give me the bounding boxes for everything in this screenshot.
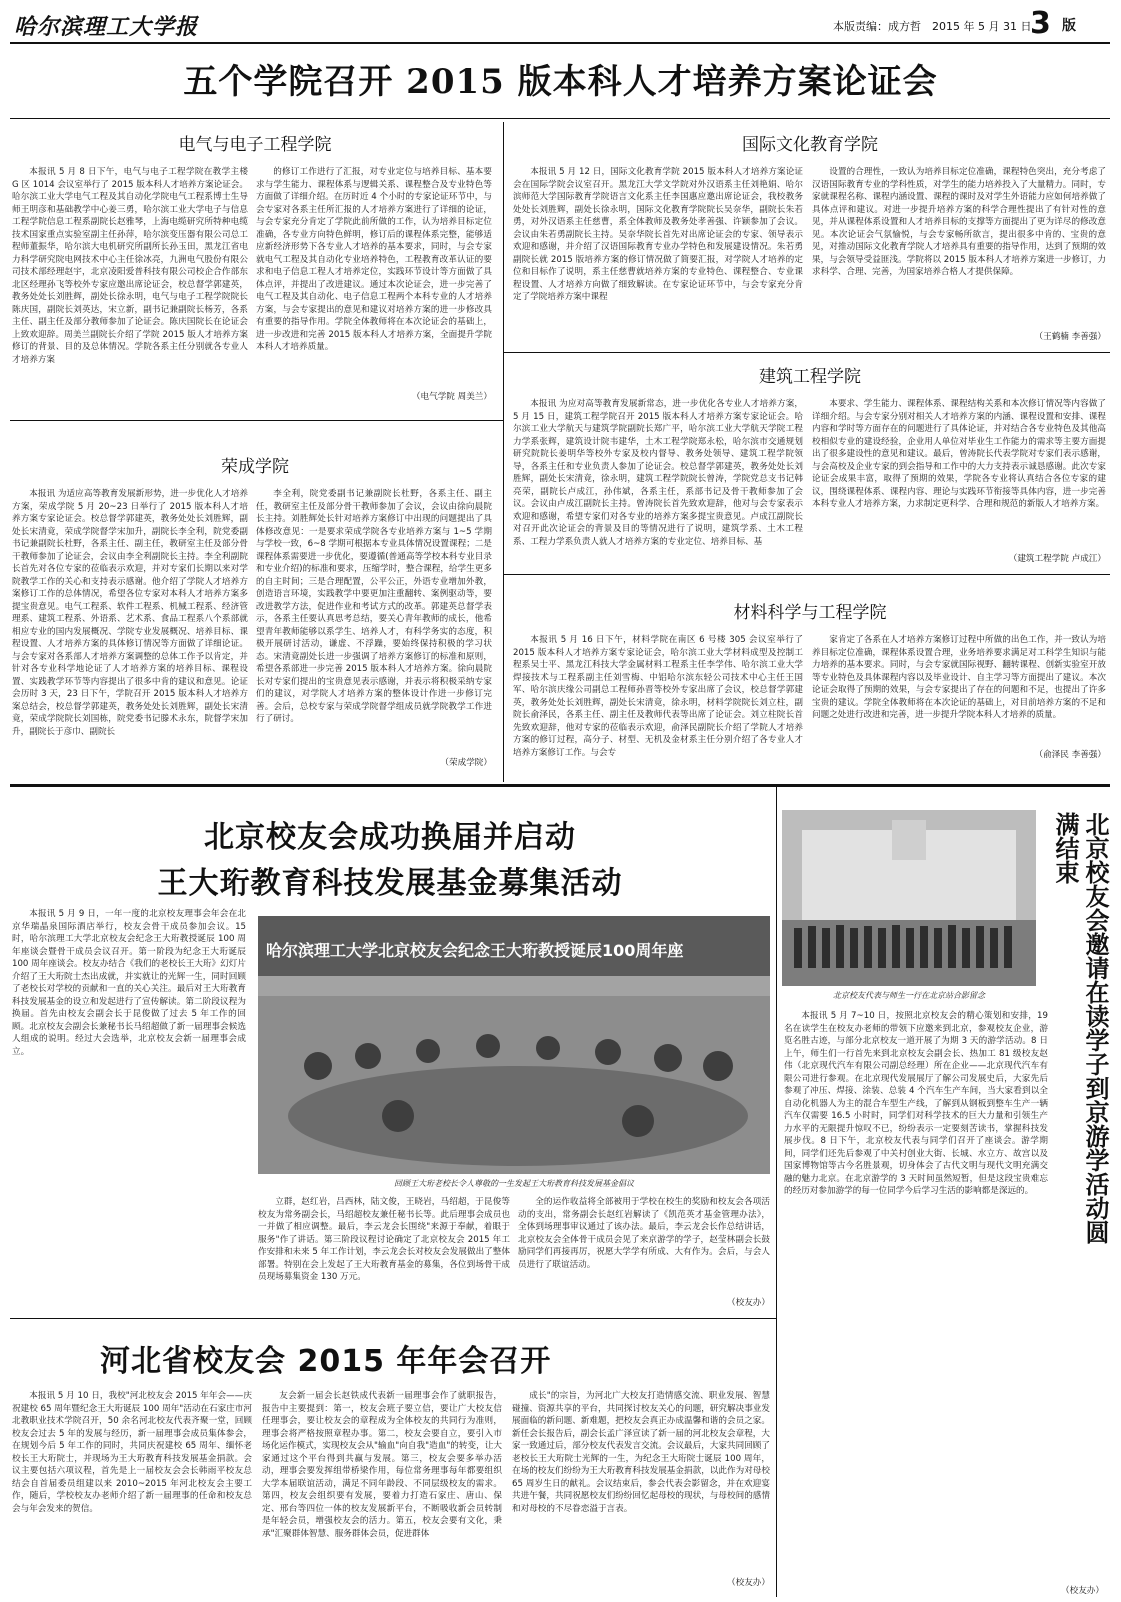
article-signature: （校友办） xyxy=(727,1298,770,1308)
column-divider xyxy=(776,787,777,1597)
article-column: 李全利，院党委副书记兼副院长杜野，各系主任、副主任，教研室主任及部分骨干教师参加了会议，会议由徐向晨院长主持。刘胜辉处长针对培养方案修订中出现的问题提出了具体修改意见：一是要求荣成学院各专业培养方案与 1~5 学期与学校一致，6~8 学期可根据本专业具体情况设置课程；二是课程体系需要进一步优化，要遵循(普通高等学校本科专业目录和专业介绍)的标准和要求，压缩学时，整合课程，给学生更多的自主时间；三是合理配置，公平公正，外语专业增加外教，创造语言环境，实践教学中要更加注重翻转、案例驱动等，要改进教学方法，促进作业和考试方式的改革。郭建英总督学表示，各系主任要认真思考总结，要关心青年教师的成长，他希望青年教师能够以系学生、培养人才，有科学务实的态度，积极开展研讨活动，谦虚、不浮躁，要始终保持积极的学习状态。宋清竟副处长进一步强调了培养方案修订的标准和原则，希望各系部进一步完善 2015 版本科人才培养方案。徐向晨院长对专家们提出的宝贵意见表示感谢，并表示将积极采纳专家们的建议，对学院人才培养方案的整体设计作进一步修订完善。会后，总校专家与荣成学院督学组成员就学院教学工作进行了研讨。 xyxy=(256,489,492,724)
newspaper-masthead: 哈尔滨理工大学报 xyxy=(14,14,199,40)
article-column: 本报讯 5 月 16 日下午，材料学院在南区 6 号楼 305 会议室举行了 2015 版本科人才培养方案专家论证会，哈尔滨工业大学材料成型及控制工程系吴士平、黑龙江科技大学金属材料工程系主任李学伟、哈尔滨工业大学焊接技术与工程系副主任刘雪梅、中铝哈尔滨东轻公司技术中心主任王国军、哈尔滨庆缘公司副总工程师孙晋等校外专家出席了会议，校总督学郭建英，教务处处长刘胜辉，副处长宋清竟，徐永明，材料学院院长刘立柱，副院长俞泽民，各系主任、副主任及教师代表等出席了论证会。刘立柱院长首先致欢迎辞，他对专家的莅临表示欢迎，俞泽民副院长介绍了学院人才培养方案的修订过程，高分子、材型、无机及金材系主任分别介绍了各专业人才培养方案修订工作。与会专 xyxy=(513,635,803,758)
event-photo xyxy=(258,916,770,1174)
section-rule xyxy=(10,420,503,421)
article-column: 本报讯 5 月 7~10 日，按照北京校友会的精心策划和安排，19 名在读学生在校友办老师的带领下应邀来到北京，参观校友企业，游览名胜古迹，与部分北京校友一道开展了为期 3 天的游学活动。8 日上午，师生们一行首先来到北京校友会副会长、热加工 81 级校友赵伟（北京现代汽车有限公司副总经理）所在企业——北京现代汽车有限公司进行参观。在北京现代发展展厅了解公司发展史后，大家先后参观了冲压、焊接、涂装、总装 4 个汽车生产车间，当大家看到以全自动化机器人为主的混合车型生产线，了解到从钢板到整车生产一辆汽车仅需要 16.5 小时时，同学们对科学技术的巨大力量和引领生产力水平的无限提升惊叹不已，纷纷表示一定要刻苦读书，掌握科技发展步伐。8 日下午，北京校友代表与同学们召开了座谈会。游学期间，同学们还先后参观了中关村创业大街、长城、水立方、故宫以及国家博物馆等古今名胜景观，切身体会了古代文明与现代文明充满交融的魅力北京。在北京游学的 3 天时间虽然短暂，但是这段宝贵难忘的经历对参加游学的每一位同学今后学习生活的影响都是深远的。 xyxy=(784,1011,1048,1196)
issue-date: 2015 年 5 月 31 日 xyxy=(932,20,1032,33)
column-divider xyxy=(503,122,504,782)
article-headline-study-tour: 北京校友会邀请在读学子到京游学活动圆满结束 xyxy=(1051,812,1109,1244)
article-column: 本报讯 5 月 12 日，国际文化教育学院 2015 版本科人才培养方案论证会在国际学院会议室召开。黑龙江大学文学院对外汉语系主任刘艳娟、哈尔滨师范大学国际教育学院语言文化系主任李国惠应邀出席论证会，我校教务处处长刘胜辉，副处长徐永明，国际文化教育学院院长吴奈华，副院长朱若勇，对外汉语系主任慈曹，系全体教师及教务处孝善强、许颖参加了会议。会议由朱若勇副院长主持。吴奈华院长首先对出席论证会的专家、领导表示欢迎和感谢，并介绍了汉语国际教育专业办学特色和发展建设情况。朱若勇副院长就 2015 版培养方案的修订情况做了简要汇报，对学院人才培养的定位和目标作了说明，系主任慈曹就培养方案的专业特色、课程整合、专业课程设置、人才培养方向做了细致解读。在专家论证环节中，与会专家充分肯定了学院培养方案中课程 xyxy=(513,167,803,302)
group-photo xyxy=(782,810,1036,986)
headline-rule xyxy=(10,118,1110,119)
page-number: 3 xyxy=(1030,6,1051,41)
article-signature: （王鹤楠 李善强） xyxy=(1034,332,1106,342)
article-column: 成长"的宗旨，为河北广大校友打造情感交流、职业发展、智慧碰撞、资源共享的平台，共同探讨校友关心的问题，研究解决事业发展面临的新问题、新难题，把校友会真正办成温馨和谐的会员之家。新任会长报告后，副会长孟广泽宣读了新一届的河北校友会章程，大家一致通过后，部分校友代表发言交流。会议最后，大家共同回顾了老校长王大珩院士光辉的一生，为纪念王大珩院士诞辰 100 周年，在场的校友们纷纷为王大珩教育科技发展基金捐款，以此作为对母校 65 周岁生日的献礼。会议结束后，参会代表会影留念，并在欢迎宴共进午餐，共同祝愿校友们纷纷回忆起母校的现状，与母校间的感情和对母校的不尽眷恋溢于言表。 xyxy=(512,1391,770,1514)
article-headline-hebei: 河北省校友会 2015 年年会召开 xyxy=(100,1344,552,1379)
article-column: 本要求、学生能力、课程体系、课程结构关系和本次修订情况等内容做了详细介绍。与会专家分别对相关人才培养方案的内涵、课程设置和安排、课程内容和学时等方面存在的问题进行了具体论证，并对结合各专业特色及其他高校相似专业的建设经验，企业用人单位对毕业生工作能力的需求等主要方面提出了很多建设性的意见和建议。最后，曾涛院长代表学院对专家们表示感谢，与会高校及企业专家的到会指导和工作中的大力支持表示诚恳感谢。此次专家论证会成果丰富，取得了预期的效果，学院各专业将认真结合各位专家的建议，围绕课程体系、课程内容、理论与实践环节衔接等具体内容，进一步完善本科专业人才培养方案，力求制定更科学、合理和规范的新版人才培养方案。 xyxy=(812,399,1106,509)
article-column: 本报讯 5 月 8 日下午，电气与电子工程学院在教学主楼 G 区 1014 会议室举行了 2015 版本科人才培养方案论证会。哈尔滨工业大学电气工程及其自动化学院电气工程系博士生导师王明彦和基础教学中心姜三勇，哈尔滨工业大学电子与信息工程学院信息工程系副院长赵雅琴，上海电缆研究所特种电缆技术国家重点实验室副主任孙萍，哈尔滨变压器有限公司总工程师董振华，哈尔滨大电机研究所副所长孙玉田，黑龙江省电力科学研究院电网技术中心主任徐冰亮，九洲电气股份有限公司技术部经理赵宇，北京凌阳爱普科技有限公司校企合作部东北区经理孙飞等校外专家应邀出席论证会，校总督学郭建英，教务处处长刘胜辉，副处长徐永明，电气与电子工程学院院长陈庆国，副院长刘英达，宋立新，副书记兼副院长杨芳，各系主任、副主任及部分教师参加了论证会。陈庆国院长在论证会上致欢迎辞。周美兰副院长介绍了学院 2015 版人才培养方案修订的背景、目的及总体情况。学院各系主任分别就各专业人才培养方案 xyxy=(12,167,248,365)
article-signature: （建筑工程学院 卢成江） xyxy=(1008,554,1106,564)
article-column: 本报讯 5 月 9 日，一年一度的北京校友理事会年会在北京华瑞晶泉国际酒店举行，校友会骨干成员参加会议。15 时，哈尔滨理工大学北京校友会纪念王大珩教授诞辰 100 周年座谈会暨骨干成员会议召开。第一阶段为纪念王大珩诞辰 100 周年座谈会。校友办结合《我们的老校长王大珩》幻灯片介绍了王大珩院士杰出成就，并实就让的光辉一生，同时回顾了老校长对学校的贡献和一直的关心关注。最后对王大珩教育科技发展基金的设立和发起进行了宣传解读。第二阶段议程为换届。首先由校友会副会长于昆俊做了过去 5 年工作的回顾。北京校友会副会长兼秘书长马绍超做了新一届理事会候选人组成的说明。经过大会选举，北京校友会新一届理事会成立。 xyxy=(12,909,246,1057)
photo-banner-text: 哈尔滨理工大学北京校友会纪念王大珩教授诞辰100周年座 xyxy=(266,941,684,960)
article-column: 友会新一届会长赵铁成代表新一届理事会作了就职报告，报告中主要提到：第一，校友会班子要立信，要让广大校友信任理事会，要让校友会的章程成为全体校友的共同行为准则，理事会将严格按照章程办事。第二，校友会要自立，要引入市场化运作模式，实现校友会从"输血"向自我"造血"的转变，让大家通过这个平台得到共赢与发展。第三，校友会要多举办活动，理事会要发挥组带桥梁作用，每位常务理事每年都要组织大学本届联谊活动，满足不同年龄段、不同层级校友的需求。第四，校友会组织要有发展，要着力打造石家庄、唐山、保定、邢台等四位一体的校友发展新平台，不断吸收新会员转制是年轻会员，增强校友会的活力。第五，校友会要有文化，秉承"汇聚群体智慧、服务群体会员，促进群体 xyxy=(262,1391,502,1539)
group-photo-graphic xyxy=(782,810,1036,986)
article-column: 设置的合理性，一致认为培养目标定位准确，课程特色突出，充分考虑了汉语国际教育专业的学科性质，对学生的能力培养投入了大量精力。同时，专家就课程名称、课程内涵设置、课程的课时及对学生外语能力应如何培养做了具体点评和建议。对进一步提升培养方案的科学合理性提出了有针对性的意见，并从课程体系设置和人才培养目标的支撑等方面提出了更为详尽的修改意见。本次论证会气氛愉悦，与会专家畅所欲言，提出很多中肯的、宝贵的意见，对推动国际文化教育学院人才培养具有重要的指导作用，达到了预期的效果，与会领导受益匪浅。学院将以 2015 版本科人才培养方案进一步修订，力求科学、合理、完善，为国家培养合格人才提供保障。 xyxy=(812,167,1106,277)
article-signature: （荣成学院） xyxy=(440,758,492,768)
article-column: 立群，赵红岩，吕西林，陆文俊，王晓岩，马绍超，于昆俊等校友为常务副会长，马绍超校友兼任秘书长等。此后理事会成员也一并做了相应调整。最后，李云龙会长围绕"来源于奉献，着眼于服务"作了讲话。第三阶段议程讨论确定了北京校友会 2015 年工作安排和未来 5 年工作计划，李云龙会长对校友会发展做出了整体部署。特别在会上发起了王大珩教育基金的募集，各位到场骨干成员现场募集资金 130 万元。 xyxy=(258,1197,510,1282)
section-heading-architecture: 建筑工程学院 xyxy=(759,367,861,387)
article-headline-beijing: 北京校友会成功换届并启动 xyxy=(204,820,576,855)
article-signature: （俞泽民 李善强） xyxy=(1034,750,1106,760)
section-heading-materials: 材料科学与工程学院 xyxy=(733,603,887,623)
article-column: 的修订工作进行了汇报，对专业定位与培养目标、基本要求与学生能力、课程体系与逻辑关系、课程整合及专业特色等方面做了详细介绍。在历时近 4 个小时的专家论证环节中，与会专家对各系主任所汇报的人才培养方案进行了详细的论证，与会专家充分肯定了学院此前所做的工作，认为培养目标定位准确，各专业方向特色鲜明，修订后的课程体系完整，能够适应新经济形势下各专业人才培养的基本要求，同时，与会专家就电气工程及其自动化专业培养特色，工程教育改革认证的要求和电子信息工程人才培养定位，实践环节设计等方面做了具体点评，并提出了改进建议。通过本次论证会，进一步完善了电气工程及其自动化、电子信息工程两个本科专业的人才培养方案，与会专家提出的意见和建议对培养方案的进一步修改具有重要的指导作用。学院全体教师将在本次论证会的基础上，进一步改进和完善 2015 版本科人才培养方案，全面提升学院本科人才培养质量。 xyxy=(256,167,492,352)
article-signature: （校友办） xyxy=(1061,1586,1104,1596)
section-separator xyxy=(10,784,1110,787)
article-column: 家肯定了各系在人才培养方案修订过程中所做的出色工作，并一致认为培养目标定位准确，课程体系设置合理，业务培养要求满足对工科学生知识与能力培养的基本要求。同时，与会专家就国际视野、翻转课程、创新实验室开放等专业特色及具体课程内容以及毕业设计、自主学习等方面提出了建议。本次论证会取得了预期的效果，与会专家提出了存在的问题和不足，也提出了许多宝贵的建议。学院全体教师将在本次论证的基础上，对目前培养方案的不足和问题之处进行改进和完善，进一步提升学院本科人才培养的质量。 xyxy=(812,635,1106,720)
section-rule xyxy=(504,574,1110,575)
article-signature: （校友办） xyxy=(727,1578,770,1588)
article-column: 全的运作收益将全部被用于学校在校生的奖励和校友会各项活动的支出，常务副会长赵红岩解读了《凯范英才基金管理办法》，全体到场理事审议通过了该办法。最后，李云龙会长作总结讲话，北京校友会全体骨干成员会见了来京游学的学子，赵莹林副会长鼓励同学们再接再厉，祝愿大学学有所成、大有作为。会后，与会人员进行了联谊活动。 xyxy=(518,1197,770,1270)
section-heading-rongcheng: 荣成学院 xyxy=(221,457,289,477)
masthead-rule xyxy=(10,42,1110,44)
article-headline-beijing-sub: 王大珩教育科技发展基金募集活动 xyxy=(157,866,623,901)
section-rule xyxy=(504,352,1110,353)
page-headline: 五个学院召开 2015 版本科人才培养方案论证会 xyxy=(183,62,938,102)
article-column: 本报讯 5 月 10 日，我校"河北校友会 2015 年年会——庆祝建校 65 周年暨纪念王大珩诞辰 100 周年"活动在石家庄市河北教职业技术学院召开，50 余名河北校友代表齐聚一堂，回顾校友会过去 5 年的发展与经历，新一届理事会成员集体参会，在规划今后 5 年工作的同时，共同庆祝建校 65 周年、缅怀老校长王大珩院士，并现场为王大珩教育科技发展基金捐款。会议主要包括六项议程，首先是上一届校友会会长韩雨平校友总结会自首届委员组建以来 2010~2015 年河北校友会主要工作，随后，学校校友办老师介绍了新一届理事的任命和校友总会与年会发来的贺信。 xyxy=(12,1391,252,1514)
article-column: 本报讯 为应对高等教育发展新常态，进一步优化各专业人才培养方案，5 月 15 日，建筑工程学院召开 2015 版本科人才培养方案专家论证会。哈尔滨工业大学航天与建筑学院副院长郑广平，哈尔滨工业大学航天学院工程力学系张辉，建筑设计院韦建华，土木工程学院郑永松，哈尔滨市交通规划研究院院长姜明华等校外专家及校内督导、教务处领导、建筑工程学院领导，各系主任和专业负责人参加了论证会。校总督学郭建英，教务处处长刘胜辉，副处长宋清竟，徐永明，建筑工程学院院长曾涛，学院党总支书记韩亮荣，副院长卢成江，孙伟斌，各系主任，系部书记及骨干教师参加了会议。会议由卢成江副院长主持。曾涛院长首先致欢迎辞，他对与会专家表示欢迎和感谢，希望专家们对各专业的培养方案多提宝贵意见。卢成江副院长对召开此次论证会的背景及目的等情况进行了说明，建筑学系、土木工程系、工程力学系负责人就人才培养方案的专业定位、培养目标、基 xyxy=(513,399,803,547)
photo-caption: 回顾王大珩老校长令人尊敬的一生发起王大珩教育科技发展基金倡议 xyxy=(394,1179,634,1188)
photo-caption: 北京校友代表与师生一行在北京站合影留念 xyxy=(833,991,985,1000)
section-heading-international: 国际文化教育学院 xyxy=(742,135,878,155)
page-editor: 本版责编：成方哲 xyxy=(833,20,921,33)
article-column: 本报讯 为适应高等教育发展新形势，进一步优化人才培养方案，荣成学院 5 月 20~23 日举行了 2015 版本科人才培养方案专家论证会。校总督学郭建英，教务处处长刘胜辉，副处长宋清竟，荣成学院督学宋加升，副院长李全利，院党委副书记兼副院长杜野，各系主任、副主任，教研室主任及部分骨干教师参加了论证会，会议由李全利副院长主持。李全利副院长首先对各位专家的莅临表示欢迎，并对专家们长期以来对学院教学工作的关心和支持表示感谢。他介绍了学院人才培养方案修订工作的总体情况，希望各位专家对本科人才培养方案多提宝贵意见。电气工程系、软件工程系、机械工程系、经济管理系、建筑工程系、外语系、艺术系、食品工程系八个系部就相应专业的国内发展概况、学院专业发展概况、培养目标、课程设置、人才培养方案的具体修订情况等方面做了详细论证。与会专家对各系部人才培养方案调整的总体工作予以肯定，并针对各专业科学地论证了人才培养方案的培养目标、课程设置、实践教学环节等内容提出了很多中肯的建议和意见。论证会历时 3 天，23 日下午，学院召开 2015 版本科人才培养方案总结会，校总督学郭建英，教务处处长刘胜辉，副处长宋清竟，荣成学院院长刘国栋，院党委书记滕术永东，院督学宋加升，副院长于彦巾、副院长 xyxy=(12,489,248,737)
section-heading-electrical: 电气与电子工程学院 xyxy=(178,135,332,155)
section-rule xyxy=(10,1318,776,1319)
article-signature: （电气学院 周美兰） xyxy=(411,392,492,402)
edition-label: 版 xyxy=(1062,18,1076,34)
